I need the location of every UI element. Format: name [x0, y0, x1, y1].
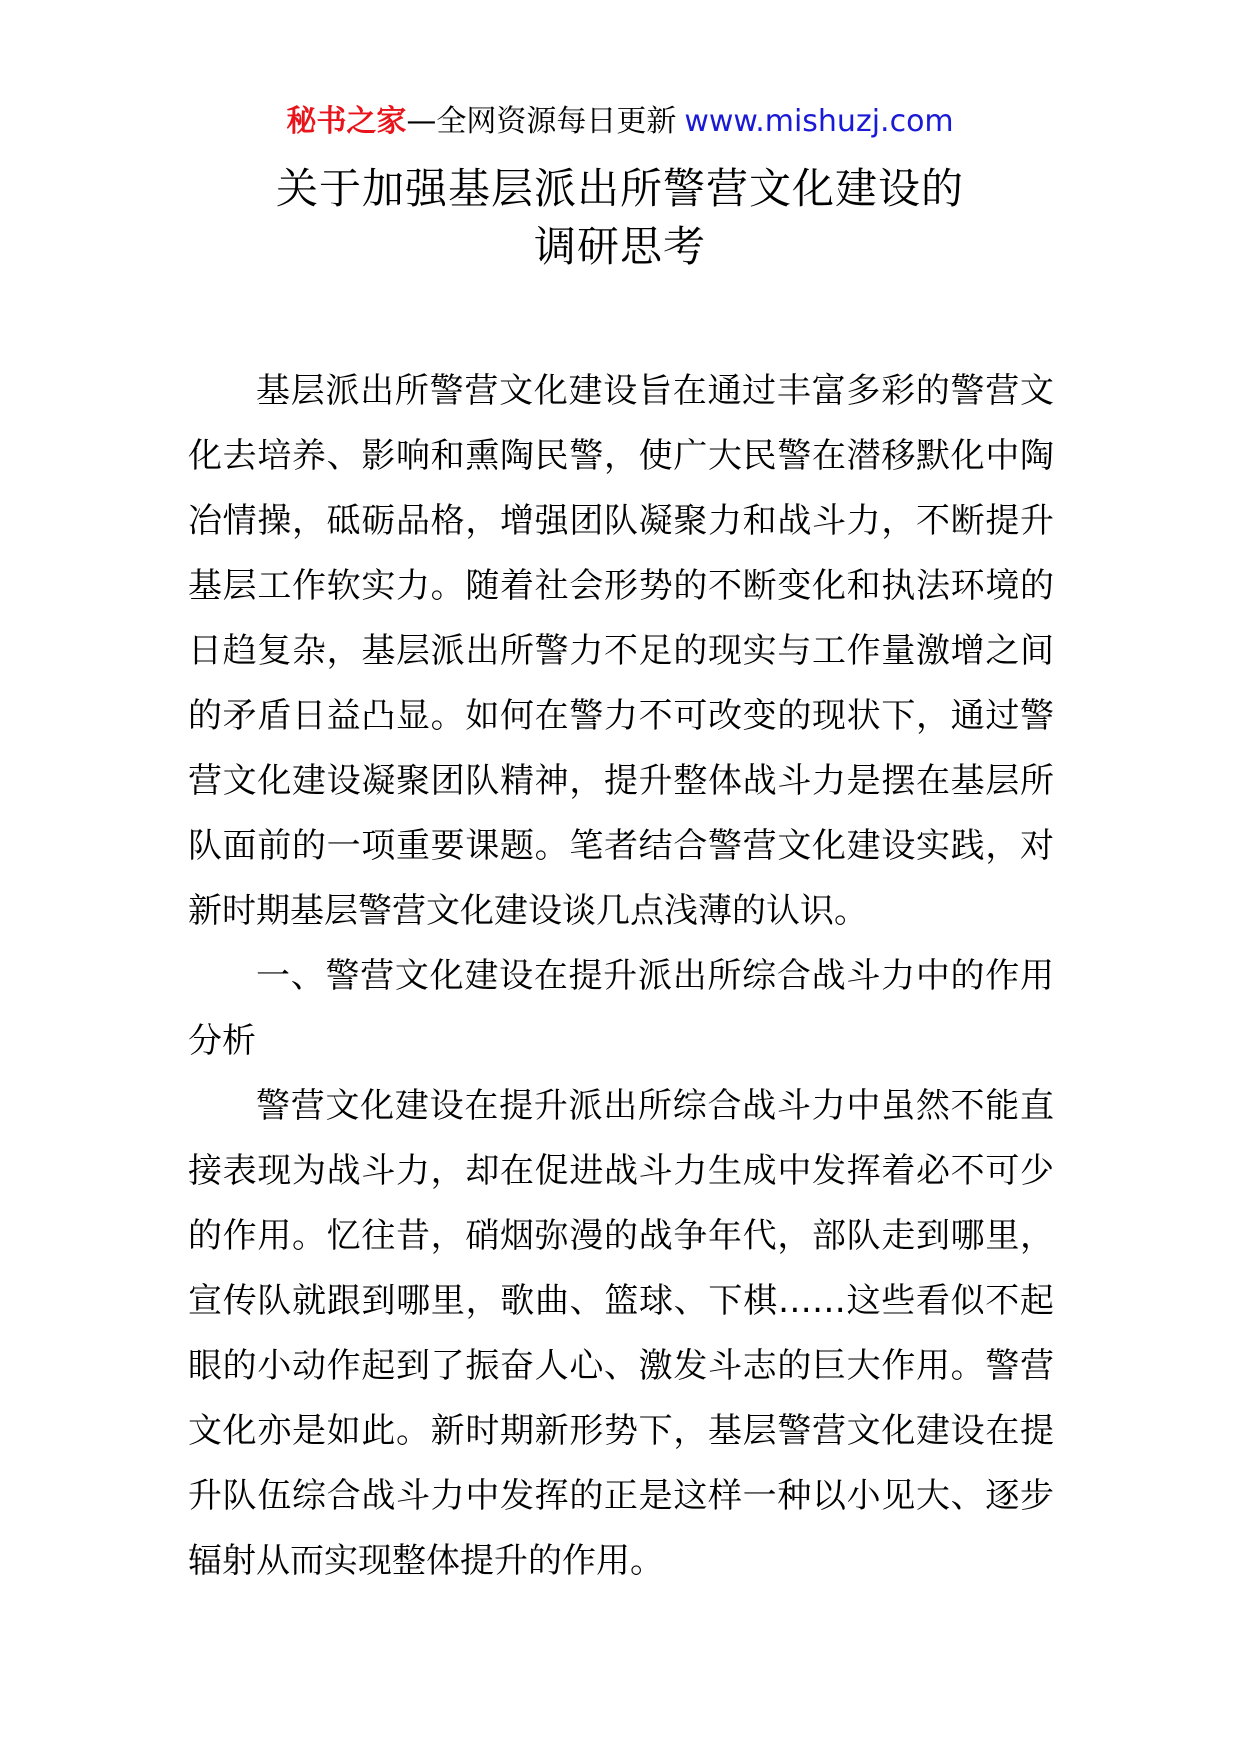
paragraph-intro: 基层派出所警营文化建设旨在通过丰富多彩的警营文化去培养、影响和熏陶民警，使广大民警在潜移默化中陶冶情操，砥砺品格，增强团队凝聚力和战斗力，不断提升基层工作软实力。随着社会形势的不断变化和执法环境的日趋复杂，基层派出所警力不足的现实与工作量激增之间的矛盾日益凸显。如何在警力不可改变的现状下，通过警营文化建设凝聚团队精神，提升整体战斗力是摆在基层所队面前的一项重要课题。笔者结合警营文化建设实践，对新时期基层警营文化建设谈几点浅薄的认识。 [188, 371, 1054, 931]
section-heading: 一、警营文化建设在提升派出所综合战斗力中的作用分析 [188, 956, 1054, 1061]
brand-name: 秘书之家 [286, 104, 407, 139]
header-tagline: 全网资源每日更新 [436, 104, 677, 139]
paragraph-analysis: 警营文化建设在提升派出所综合战斗力中虽然不能直接表现为战斗力，却在促进战斗力生成中发挥着必不可少的作用。忆往昔，硝烟弥漫的战争年代，部队走到哪里，宣传队就跟到哪里，歌曲、篮球、下棋……这些看似不起眼的小动作起到了振奋人心、激发斗志的巨大作用。警营文化亦是如此。新时期新形势下，基层警营文化建设在提升队伍综合战斗力中发挥的正是这样一种以小见大、逐步辐射从而实现整体提升的作用。 [188, 1086, 1054, 1581]
site-url-link[interactable]: www.mishuzj.com [684, 104, 954, 139]
site-header [0, 98, 1240, 146]
document-title [0, 160, 1240, 276]
document-body [188, 359, 1054, 1594]
header-dash: — [406, 104, 437, 139]
title-line-1: 关于加强基层派出所警营文化建设的 [275, 164, 964, 213]
title-line-2: 调研思考 [533, 222, 706, 271]
